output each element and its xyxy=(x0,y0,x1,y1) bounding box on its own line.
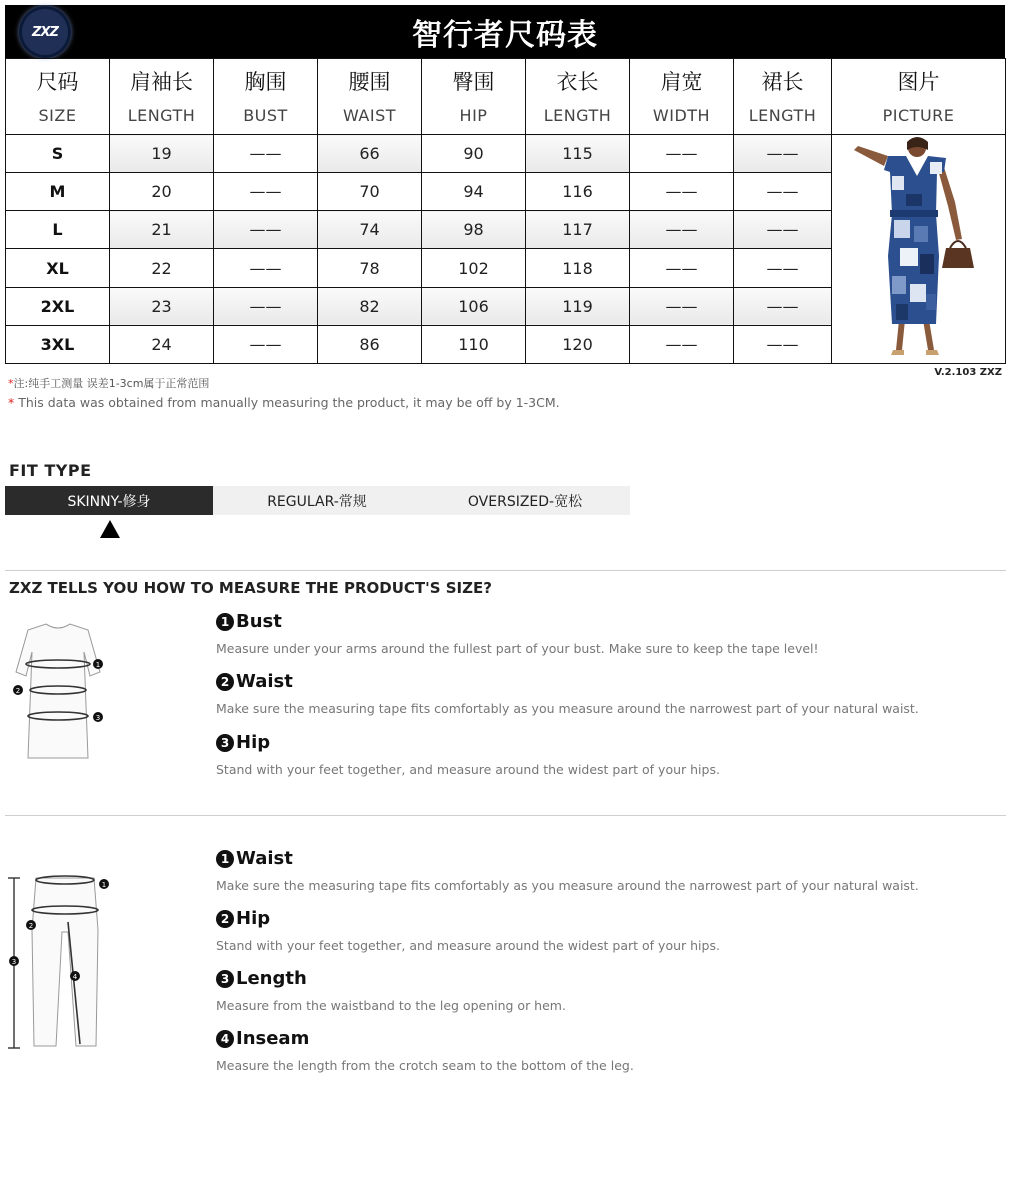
measure-item-hip xyxy=(216,732,720,777)
size-cell: M xyxy=(6,173,110,211)
svg-text:3: 3 xyxy=(95,714,101,722)
measure-section-title: ZXZ TELLS YOU HOW TO MEASURE THE PRODUCT'S SIZE? xyxy=(9,579,492,597)
svg-text:2: 2 xyxy=(28,922,34,930)
table-cell: —— xyxy=(214,249,318,287)
table-cell: —— xyxy=(734,325,832,363)
table-cell: —— xyxy=(734,135,832,173)
table-cell: —— xyxy=(630,211,734,249)
table-cell: 82 xyxy=(318,287,422,325)
table-cell: 70 xyxy=(318,173,422,211)
table-cell: 20 xyxy=(110,173,214,211)
table-cell: 118 xyxy=(526,249,630,287)
measure-description: Make sure the measuring tape fits comfortably as you measure around the narrowest part of your natural waist. xyxy=(216,701,919,716)
size-chart-table xyxy=(5,58,1006,364)
number-badge-icon: 1 xyxy=(216,850,234,868)
measure-label: Hip xyxy=(236,732,271,753)
table-cell: 19 xyxy=(110,135,214,173)
title-bar xyxy=(5,5,1005,58)
measure-label: Waist xyxy=(236,848,293,869)
number-badge-icon: 3 xyxy=(216,970,234,988)
table-cell: 22 xyxy=(110,249,214,287)
measure-item-length xyxy=(216,968,566,1013)
svg-text:1: 1 xyxy=(101,881,107,889)
table-cell: 86 xyxy=(318,325,422,363)
size-cell: XL xyxy=(6,249,110,287)
logo-text: ZXZ xyxy=(32,24,58,40)
table-cell: 110 xyxy=(422,325,526,363)
table-cell: —— xyxy=(734,249,832,287)
table-cell: —— xyxy=(630,135,734,173)
table-cell: —— xyxy=(214,287,318,325)
table-cell: —— xyxy=(214,211,318,249)
svg-text:3: 3 xyxy=(11,958,17,966)
table-cell: 120 xyxy=(526,325,630,363)
fit-type-title: FIT TYPE xyxy=(9,461,92,480)
measure-description: Stand with your feet together, and measure around the widest part of your hips. xyxy=(216,762,720,777)
table-cell: 21 xyxy=(110,211,214,249)
top-measure-diagram-icon xyxy=(8,618,108,768)
table-cell: 102 xyxy=(422,249,526,287)
number-badge-icon: 4 xyxy=(216,1030,234,1048)
table-cell: —— xyxy=(214,325,318,363)
model-in-dress-image xyxy=(844,136,994,362)
measure-item-pants-hip xyxy=(216,908,720,953)
divider xyxy=(5,570,1006,571)
table-cell: —— xyxy=(734,287,832,325)
fit-type-selector xyxy=(5,486,630,515)
measure-description: Stand with your feet together, and measure around the widest part of your hips. xyxy=(216,938,720,953)
fit-option-skinny: SKINNY-修身 xyxy=(5,486,213,515)
size-cell: S xyxy=(6,135,110,173)
measure-item-bust xyxy=(216,611,819,656)
measure-description: Measure from the waistband to the leg opening or hem. xyxy=(216,998,566,1013)
svg-text:2: 2 xyxy=(15,687,21,695)
measure-description: Make sure the measuring tape fits comfortably as you measure around the narrowest part of your natural waist. xyxy=(216,878,919,893)
table-cell: —— xyxy=(734,173,832,211)
note-english: * This data was obtained from manually measuring the product, it may be off by 1-3CM. xyxy=(8,395,560,410)
column-header-waist: 腰围 WAIST xyxy=(318,59,422,135)
product-picture-cell xyxy=(832,135,1006,364)
table-cell: —— xyxy=(630,287,734,325)
number-badge-icon: 2 xyxy=(216,673,234,691)
table-cell: 94 xyxy=(422,173,526,211)
number-badge-icon: 2 xyxy=(216,910,234,928)
column-header-length: 衣长 LENGTH xyxy=(526,59,630,135)
table-cell: 119 xyxy=(526,287,630,325)
table-cell: 115 xyxy=(526,135,630,173)
table-cell: 24 xyxy=(110,325,214,363)
size-cell: L xyxy=(6,211,110,249)
table-cell: —— xyxy=(734,211,832,249)
measure-label: Bust xyxy=(236,611,282,632)
size-cell: 3XL xyxy=(6,325,110,363)
size-cell: 2XL xyxy=(6,287,110,325)
svg-text:1: 1 xyxy=(95,661,101,669)
column-header-sleeve-length: 肩袖长 LENGTH xyxy=(110,59,214,135)
table-cell: 66 xyxy=(318,135,422,173)
table-header-row xyxy=(6,59,1006,135)
measure-label: Waist xyxy=(236,671,293,692)
measure-label: Inseam xyxy=(236,1028,310,1049)
column-header-skirt-length: 裙长 LENGTH xyxy=(734,59,832,135)
table-cell: —— xyxy=(630,173,734,211)
column-header-shoulder-width: 肩宽 WIDTH xyxy=(630,59,734,135)
column-header-hip: 臀围 HIP xyxy=(422,59,526,135)
table-row xyxy=(6,135,1006,173)
table-cell: 90 xyxy=(422,135,526,173)
measure-item-pants-waist xyxy=(216,848,919,893)
table-cell: 78 xyxy=(318,249,422,287)
table-cell: 74 xyxy=(318,211,422,249)
table-cell: —— xyxy=(630,325,734,363)
table-cell: 116 xyxy=(526,173,630,211)
note-chinese: *注:纯手工测量 误差1-3cm属于正常范围 xyxy=(8,377,210,390)
pants-measure-diagram-icon xyxy=(4,870,114,1055)
measure-label: Hip xyxy=(236,908,271,929)
measure-description: Measure under your arms around the fullest part of your bust. Make sure to keep the tape level! xyxy=(216,641,819,656)
table-cell: —— xyxy=(214,173,318,211)
measure-label: Length xyxy=(236,968,307,989)
svg-text:4: 4 xyxy=(72,973,78,981)
fit-selected-marker-icon xyxy=(100,520,120,538)
table-cell: 23 xyxy=(110,287,214,325)
table-cell: —— xyxy=(630,249,734,287)
version-label: V.2.103 ZXZ xyxy=(934,367,1002,378)
fit-option-oversized: OVERSIZED-宽松 xyxy=(467,493,583,510)
table-cell: 106 xyxy=(422,287,526,325)
column-header-bust: 胸围 BUST xyxy=(214,59,318,135)
table-cell: 98 xyxy=(422,211,526,249)
measure-item-waist xyxy=(216,671,919,716)
measure-item-inseam xyxy=(216,1028,634,1073)
brand-logo xyxy=(22,9,68,55)
divider xyxy=(5,815,1006,816)
measure-description: Measure the length from the crotch seam to the bottom of the leg. xyxy=(216,1058,634,1073)
column-header-picture: 图片 PICTURE xyxy=(832,59,1006,135)
table-cell: 117 xyxy=(526,211,630,249)
page-title: 智行者尺码表 xyxy=(412,17,598,53)
column-header-size: 尺码 SIZE xyxy=(6,59,110,135)
number-badge-icon: 1 xyxy=(216,613,234,631)
fit-option-regular: REGULAR-常规 xyxy=(267,493,367,510)
number-badge-icon: 3 xyxy=(216,734,234,752)
table-cell: —— xyxy=(214,135,318,173)
